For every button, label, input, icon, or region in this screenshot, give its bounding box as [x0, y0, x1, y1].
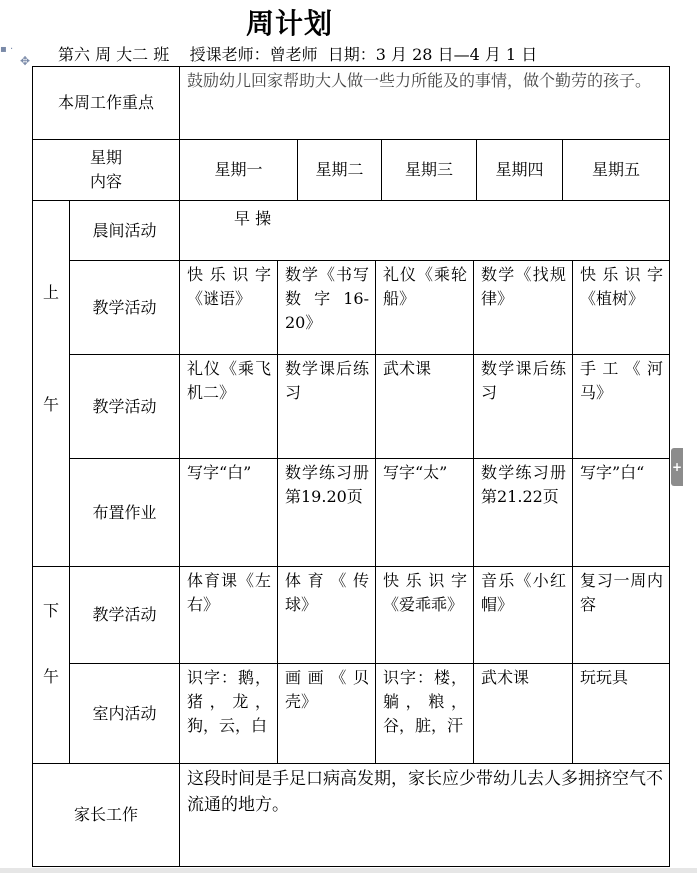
cell-text: 快乐识字《植树》 [580, 265, 663, 308]
homework-wed[interactable] [375, 458, 474, 567]
day-label: 星期五 [591, 160, 640, 179]
day-label: 星期四 [495, 160, 544, 179]
cell-text: 写字“太” [383, 463, 448, 482]
day-label: 星期二 [315, 160, 364, 179]
cell-text: 复习一周内容 [580, 571, 663, 614]
page-bottom-edge [0, 868, 697, 873]
page-title: 周计划 [246, 7, 334, 40]
indoor-label-cell [69, 663, 180, 764]
row-label: 室内活动 [92, 703, 157, 723]
cell-text: 玩玩具 [580, 668, 629, 687]
homework-tue[interactable] [277, 458, 376, 567]
row-label: 布置作业 [92, 502, 157, 522]
pm-label-1: 下 [42, 601, 59, 620]
row-label: 教学活动 [92, 396, 157, 416]
cell-text: 体育课《左右》 [187, 571, 271, 614]
am-label-1: 上 [42, 283, 59, 302]
am-teach2-thu[interactable] [473, 354, 573, 459]
am-teach2-label-cell [69, 354, 180, 459]
homework-fri[interactable] [572, 458, 670, 567]
cell-text: 礼仪《乘飞机二》 [187, 359, 271, 402]
corner-content: 内容 [89, 172, 122, 191]
cell-text: 画画《贝壳》 [285, 668, 369, 711]
cell-text: 武术课 [383, 359, 432, 378]
pm-teach-label-cell [69, 566, 180, 664]
am-teach1-fri[interactable] [572, 260, 670, 355]
header-day-2 [297, 139, 382, 201]
corner-weekday: 星期 [89, 148, 122, 167]
cell-text: 写字”白“ [580, 463, 645, 482]
cell-text: 数学《找规律》 [481, 265, 566, 308]
header-corner-cell [32, 139, 180, 201]
parents-label-cell [32, 763, 180, 867]
cell-text: 快乐识字《谜语》 [187, 265, 271, 308]
cell-text: 写字“白” [187, 463, 252, 482]
header-day-1 [179, 139, 298, 201]
am-teach2-wed[interactable] [375, 354, 474, 459]
focus-label: 本周工作重点 [57, 93, 154, 112]
am-teach2-tue[interactable] [277, 354, 376, 459]
pm-teach-thu[interactable] [473, 566, 573, 664]
indoor-mon[interactable] [179, 663, 278, 764]
focus-text-cell[interactable] [179, 66, 670, 140]
am-teach1-label-cell [69, 260, 180, 355]
day-label: 星期一 [214, 160, 263, 179]
cell-text: 礼仪《乘轮船》 [383, 265, 467, 308]
am-teach2-fri[interactable] [572, 354, 670, 459]
homework-thu[interactable] [473, 458, 573, 567]
homework-mon[interactable] [179, 458, 278, 567]
margin-marker: ▪ · [0, 44, 14, 55]
header-day-3 [381, 139, 477, 201]
plus-handle-icon[interactable]: + [671, 448, 683, 486]
parents-label: 家长工作 [73, 805, 138, 824]
day-label: 星期三 [404, 160, 453, 179]
am-side-cell [32, 200, 70, 567]
row-label: 教学活动 [92, 297, 157, 317]
header-day-5 [562, 139, 670, 201]
pm-label-2: 午 [42, 667, 59, 686]
cell-text: 数学练习册第21.22页 [481, 463, 566, 506]
am-teach1-tue[interactable] [277, 260, 376, 355]
am-teach1-wed[interactable] [375, 260, 474, 355]
cell-text: 识字：楼，躺，粮，谷，脏，汗 [383, 668, 467, 735]
cell-text: 数学课后练习 [285, 359, 369, 402]
indoor-tue[interactable] [277, 663, 376, 764]
am-label-2: 午 [42, 395, 59, 414]
cell-text: 识字：鹅，猪，龙，狗，云，白 [187, 668, 271, 735]
row-label: 晨间活动 [92, 220, 157, 240]
header-day-4 [476, 139, 563, 201]
parents-text: 这段时间是手足口病高发期，家长应少带幼儿去人多拥挤空气不流通的地方。 [187, 769, 663, 815]
homework-label-cell [69, 458, 180, 567]
cell-text: 数学《书写数字16-20》 [285, 265, 369, 332]
indoor-fri[interactable] [572, 663, 670, 764]
pm-teach-mon[interactable] [179, 566, 278, 664]
pm-teach-fri[interactable] [572, 566, 670, 664]
cell-text: 体育《传球》 [285, 571, 369, 614]
morning-text-cell[interactable] [179, 200, 670, 261]
am-teach1-mon[interactable] [179, 260, 278, 355]
am-teach2-mon[interactable] [179, 354, 278, 459]
row-label: 教学活动 [92, 605, 157, 624]
focus-label-cell [32, 66, 180, 140]
indoor-wed[interactable] [375, 663, 474, 764]
move-handle-icon[interactable]: ✥ [19, 54, 31, 68]
pm-teach-wed[interactable] [375, 566, 474, 664]
cell-text: 武术课 [481, 668, 530, 687]
pm-side-cell [32, 566, 70, 764]
focus-text: 鼓励幼儿回家帮助大人做一些力所能及的事情，做个勤劳的孩子。 [187, 71, 652, 90]
indoor-thu[interactable] [473, 663, 573, 764]
morning-label-cell [69, 200, 180, 261]
cell-text: 快乐识字《爱乖乖》 [383, 571, 467, 614]
pm-teach-tue[interactable] [277, 566, 376, 664]
cell-text: 数学练习册第19.20页 [285, 463, 369, 506]
morning-text: 早 操 [234, 209, 272, 228]
class-info-line: 第六 周 大二 班 授课老师：曾老师 日期：3 月 28 日—4 月 1 日 [58, 45, 538, 64]
cell-text: 手工《河马》 [580, 359, 663, 402]
am-teach1-thu[interactable] [473, 260, 573, 355]
parents-text-cell[interactable] [179, 763, 670, 867]
cell-text: 音乐《小红帽》 [481, 571, 566, 614]
cell-text: 数学课后练习 [481, 359, 566, 402]
